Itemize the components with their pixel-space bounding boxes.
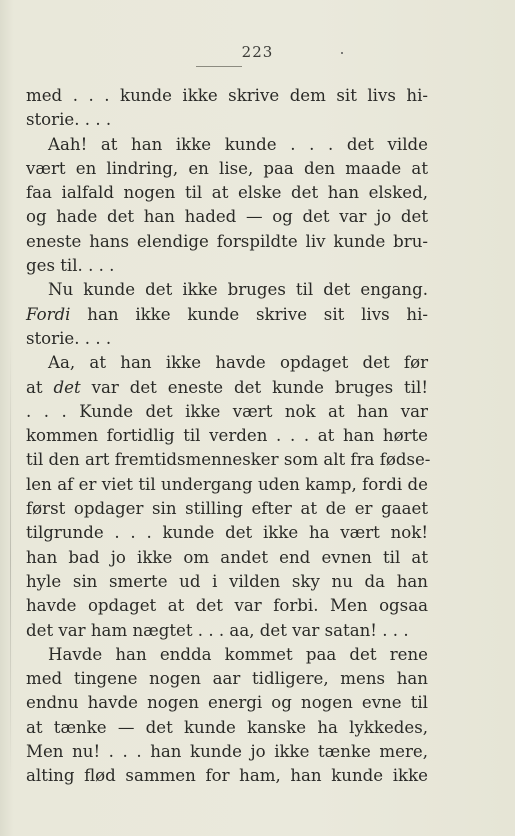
text-line: tilgrunde . . . kunde det ikke ha vært nok! [26,523,428,543]
text-line: og hade det han haded — og det var jo det [26,207,428,227]
body-text [26,84,431,789]
text-line: at tænke — det kunde kanske ha lykkedes, [26,717,428,737]
text-line: Men nu! . . . han kunde jo ikke tænke mere, [26,742,428,762]
text-line: storie. . . . [26,328,112,348]
text-line: ges til. . . . [26,256,115,276]
text-line: eneste hans elendige forspildte liv kunde bru- [26,231,428,251]
text-line: len af er viet til undergang uden kamp, fordi de [26,474,428,494]
text-line: med . . . kunde ikke skrive dem sit livs hi- [26,86,428,105]
text-line: kommen fortidlig til verden . . . at han hørte [26,426,428,446]
text-line: havde opdaget at det var forbi. Men ogsaa [26,596,428,616]
text-line: Havde han endda kommet paa det rene [48,644,428,664]
text-line: vært en lindring, en lise, paa den maade at [26,158,428,178]
text-run: at [26,377,54,397]
text-line: alting flød sammen for ham, han kunde ikke [26,766,428,786]
page-number-rule [196,66,242,67]
text-line: med tingene nogen aar tidligere, mens han [26,669,428,689]
text-line: Aa, at han ikke havde opdaget det før [48,353,428,373]
text-line [26,303,428,327]
text-line: til den art fremtidsmennesker som alt fra fødse- [26,450,431,470]
paper-speck [341,52,343,54]
text-line: Aah! at han ikke kunde . . . det vilde [48,134,428,154]
text-line: . . . Kunde det ikke vært nok at han var [26,401,428,421]
text-run: var det eneste det kunde bruges til! [80,377,429,397]
text-line: storie. . . . [26,110,112,130]
text-line: faa ialfald nogen til at elske det han elsked, [26,183,428,203]
text-line: han bad jo ikke om andet end evnen til at [26,547,428,567]
italic-word: Fordi [26,304,71,324]
text-line: Nu kunde det ikke bruges til det engang. [48,280,428,300]
text-run: han ikke kunde skrive sit livs hi- [70,304,428,324]
text-line: endnu havde nogen energi og nogen evne til [26,693,428,713]
text-line [26,376,428,400]
page-edge-shadow [10,340,11,780]
text-line: først opdager sin stilling efter at de er gaaet [26,499,428,519]
italic-word: det [53,377,81,397]
text-line: hyle sin smerte ud i vilden sky nu da han [26,571,428,591]
page-number: 223 [241,43,274,61]
text-line: det var ham nægtet . . . aa, det var satan! . . . [26,620,409,640]
